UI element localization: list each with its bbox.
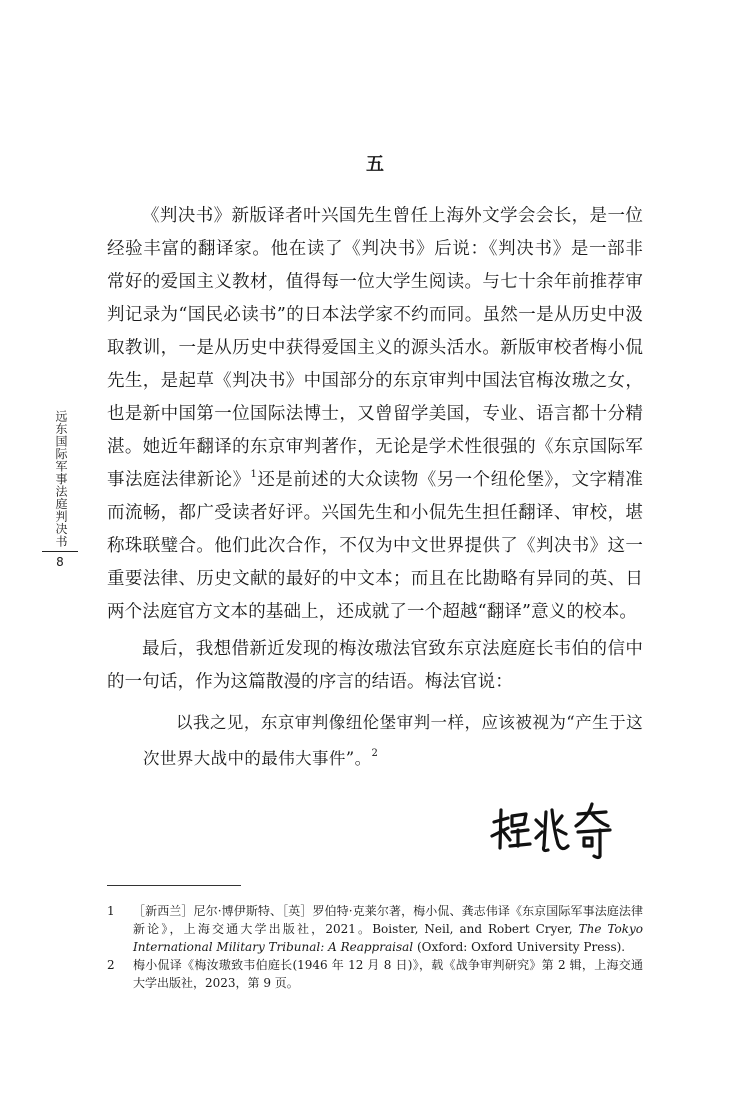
paragraph-1-part-a: 《判决书》新版译者叶兴国先生曾任上海外文学会会长，是一位经验丰富的翻译家。他在读了《判决书》后说：《判决书》是一部非常好的爱国主义教材，值得每一位大学生阅读。与七十余年前推荐审判记录为“国民必读书”的日本法学家不约而同。虽然一是从历史中汲取教训，一是从历史中获得爱国主义的源头活水。新版审校者梅小侃先生，是起草《判决书》中国部分的东京审判中国法官梅汝璈之女，也是新中国第一位国际法博士，又曾留学美国，专业、语言都十分精湛。她近年翻译的东京审判著作，无论是学术性很强的《东京国际军事法庭法律新论》 bbox=[107, 206, 643, 490]
footnote-number: 2 bbox=[107, 958, 115, 972]
footnote-1-publisher: (Oxford: Oxford University Press). bbox=[413, 940, 626, 954]
block-quote bbox=[143, 705, 643, 777]
footnote-text bbox=[133, 902, 643, 956]
paragraph-2: 最后，我想借新近发现的梅汝璈法官致东京法庭庭长韦伯的信中的一句话，作为这篇散漫的序言的结语。梅法官说： bbox=[107, 639, 643, 692]
footnote-1-book-title: The Tokyo International Military Tribunal: A Reappraisal bbox=[133, 922, 643, 954]
running-title: 远东国际军事法庭判决书 bbox=[54, 410, 68, 548]
footnote-1 bbox=[107, 902, 643, 956]
footnote-1-text: ［新西兰］尼尔·博伊斯特、［英］罗伯特·克莱尔著，梅小侃、龚志伟译《东京国际军事法庭法律新论》，上海交通大学出版社，2021。Boister, Neil, and Robert Cryer, bbox=[133, 904, 643, 936]
body-text bbox=[107, 200, 643, 703]
footnote-rule bbox=[107, 885, 241, 886]
paragraph-1 bbox=[107, 200, 643, 629]
quote-text: 以我之见，东京审判像纽伦堡审判一样，应该被视为“产生于这次世界大战中的最伟大事件”。 bbox=[143, 713, 643, 768]
side-rule bbox=[42, 551, 78, 552]
paragraph-1-part-b: 还是前述的大众读物《另一个纽伦堡》，文字精准而流畅，都广受读者好评。兴国先生和小侃先生担任翻译、审校，堪称珠联璧合。他们此次合作，不仅为中文世界提供了《判决书》这一重要法律、历史文献的最好的中文本；而且在比勘略有异同的英、日两个法庭官方文本的基础上，还成就了一个超越“翻译”意义的校本。 bbox=[107, 470, 643, 622]
page-number: 8 bbox=[56, 555, 64, 569]
footnote-number: 1 bbox=[107, 904, 115, 918]
footnote-text: 梅小侃译《梅汝璈致韦伯庭长(1946 年 12 月 8 日)》，载《战争审判研究》第 2 辑，上海交通大学出版社，2023，第 9 页。 bbox=[133, 958, 643, 990]
footnote-ref-1[interactable]: 1 bbox=[250, 469, 258, 480]
section-heading: 五 bbox=[366, 154, 384, 175]
footnote-ref-2[interactable]: 2 bbox=[371, 748, 379, 759]
footnote-2 bbox=[107, 956, 643, 992]
signature bbox=[488, 800, 618, 860]
footnotes bbox=[107, 902, 643, 992]
